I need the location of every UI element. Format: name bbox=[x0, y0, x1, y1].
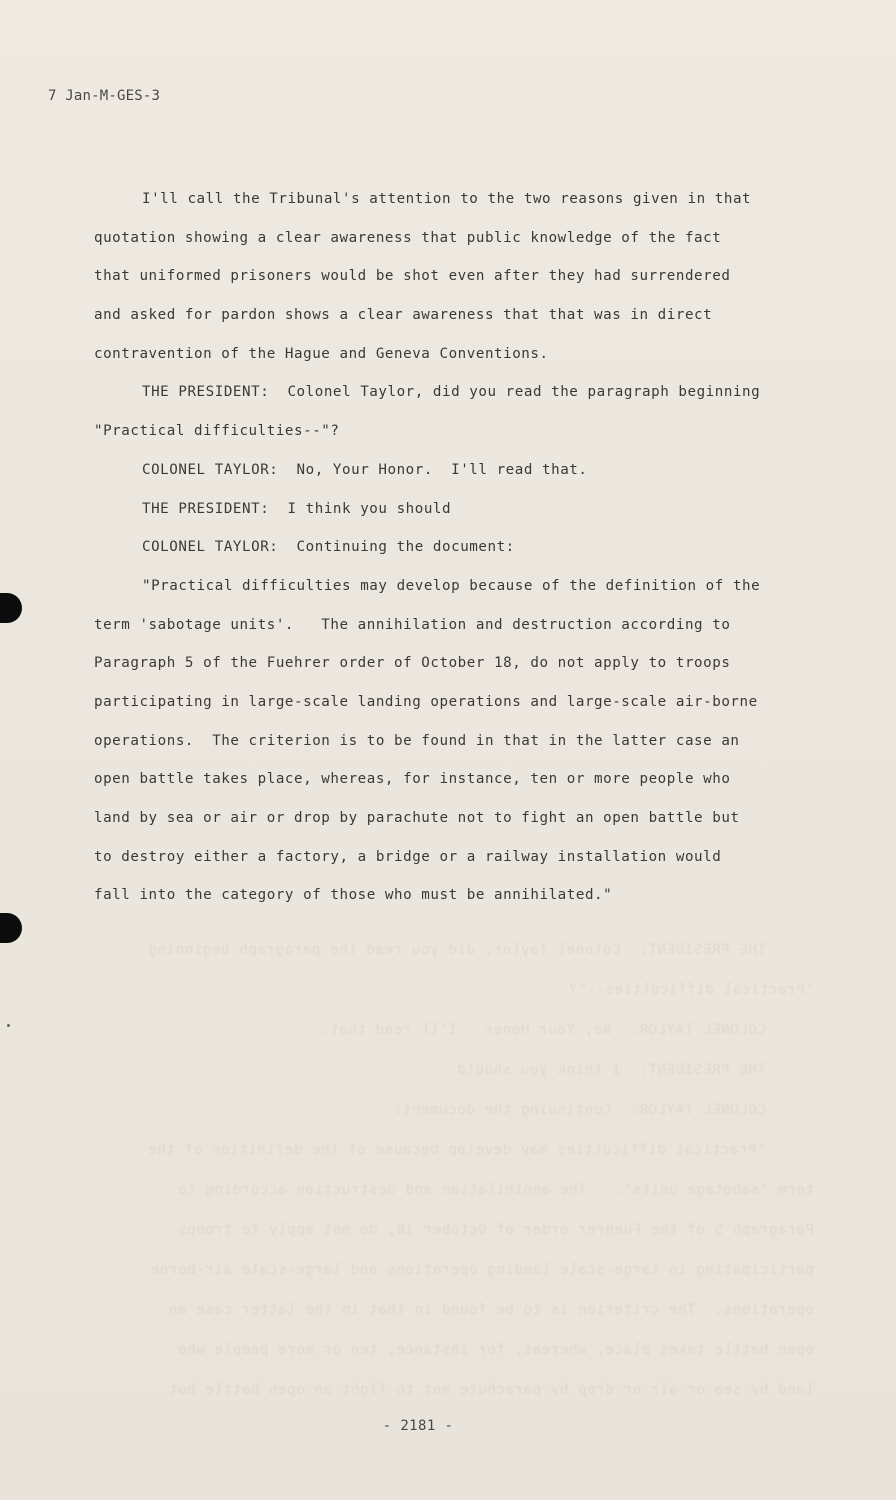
ghost-line: COLONEL TAYLOR: Continuing the document: bbox=[393, 1102, 766, 1118]
text-line: that uniformed prisoners would be shot even after they had surrendered bbox=[94, 268, 731, 285]
ghost-line: Paragraph 5 of the Fuehrer order of October 18, do not apply to troops bbox=[177, 1222, 814, 1238]
quote-line: Paragraph 5 of the Fuehrer order of October 18, do not apply to troops bbox=[94, 655, 731, 672]
punch-hole bbox=[0, 913, 22, 943]
quote-line: operations. The criterion is to be found in that in the latter case an bbox=[94, 732, 740, 749]
text-line: quotation showing a clear awareness that public knowledge of the fact bbox=[94, 229, 722, 246]
ghost-line: COLONEL TAYLOR: No, Your Honor. I'll read that. bbox=[320, 1022, 766, 1038]
page-reference: 7 Jan-M-GES-3 bbox=[48, 88, 161, 104]
speaker-line: COLONEL TAYLOR: No, Your Honor. I'll read that. bbox=[142, 461, 588, 478]
text-line: I'll call the Tribunal's attention to the two reasons given in that bbox=[142, 191, 752, 207]
quote-line: participating in large-scale landing operations and large-scale air-borne bbox=[94, 693, 758, 710]
ghost-line: term 'sabotage units'. The annihilation and destruction according to bbox=[177, 1182, 814, 1198]
quote-line: land by sea or air or drop by parachute not to fight an open battle but bbox=[94, 810, 740, 826]
page-number: - 2181 - bbox=[382, 1418, 454, 1434]
ghost-line: THE PRESIDENT: I think you should bbox=[456, 1062, 766, 1078]
ghost-line: THE PRESIDENT: Colonel Taylor, did you read the paragraph beginning bbox=[147, 942, 766, 958]
show-through-text bbox=[94, 930, 814, 1410]
text-line: and asked for pardon shows a clear awareness that that was in direct bbox=[94, 307, 713, 324]
quote-line: "Practical difficulties may develop because of the definition of the bbox=[142, 577, 761, 594]
ghost-line: participating in large-scale landing operations and large-scale air-borne bbox=[150, 1262, 814, 1278]
document-body bbox=[94, 180, 814, 915]
ghost-line: land by sea or air or drop by parachute not to fight an open battle but bbox=[168, 1382, 814, 1398]
speaker-line: THE PRESIDENT: Colonel Taylor, did you read the paragraph beginning bbox=[142, 384, 761, 401]
ghost-line: operations. The criterion is to be found in that in the latter case an bbox=[168, 1302, 814, 1318]
quote-line: open battle takes place, whereas, for instance, ten or more people who bbox=[94, 771, 731, 788]
speaker-line: THE PRESIDENT: I think you should bbox=[142, 500, 452, 517]
text-line: contravention of the Hague and Geneva Conventions. bbox=[94, 345, 549, 362]
ghost-line: "Practical difficulties may develop because of the definition of the bbox=[147, 1142, 766, 1158]
punch-hole bbox=[0, 593, 22, 623]
paper-speck bbox=[7, 1024, 10, 1027]
ghost-line: "Practical difficulties--"? bbox=[568, 982, 814, 998]
text-line: "Practical difficulties--"? bbox=[94, 423, 340, 440]
speaker-line: COLONEL TAYLOR: Continuing the document: bbox=[142, 539, 515, 556]
quote-line: term 'sabotage units'. The annihilation and destruction according to bbox=[94, 616, 731, 633]
quote-line: fall into the category of those who must be annihilated." bbox=[94, 887, 613, 904]
quote-line: to destroy either a factory, a bridge or a railway installation would bbox=[94, 848, 722, 865]
ghost-line: open battle takes place, whereas, for instance, ten or more people who bbox=[177, 1342, 814, 1358]
